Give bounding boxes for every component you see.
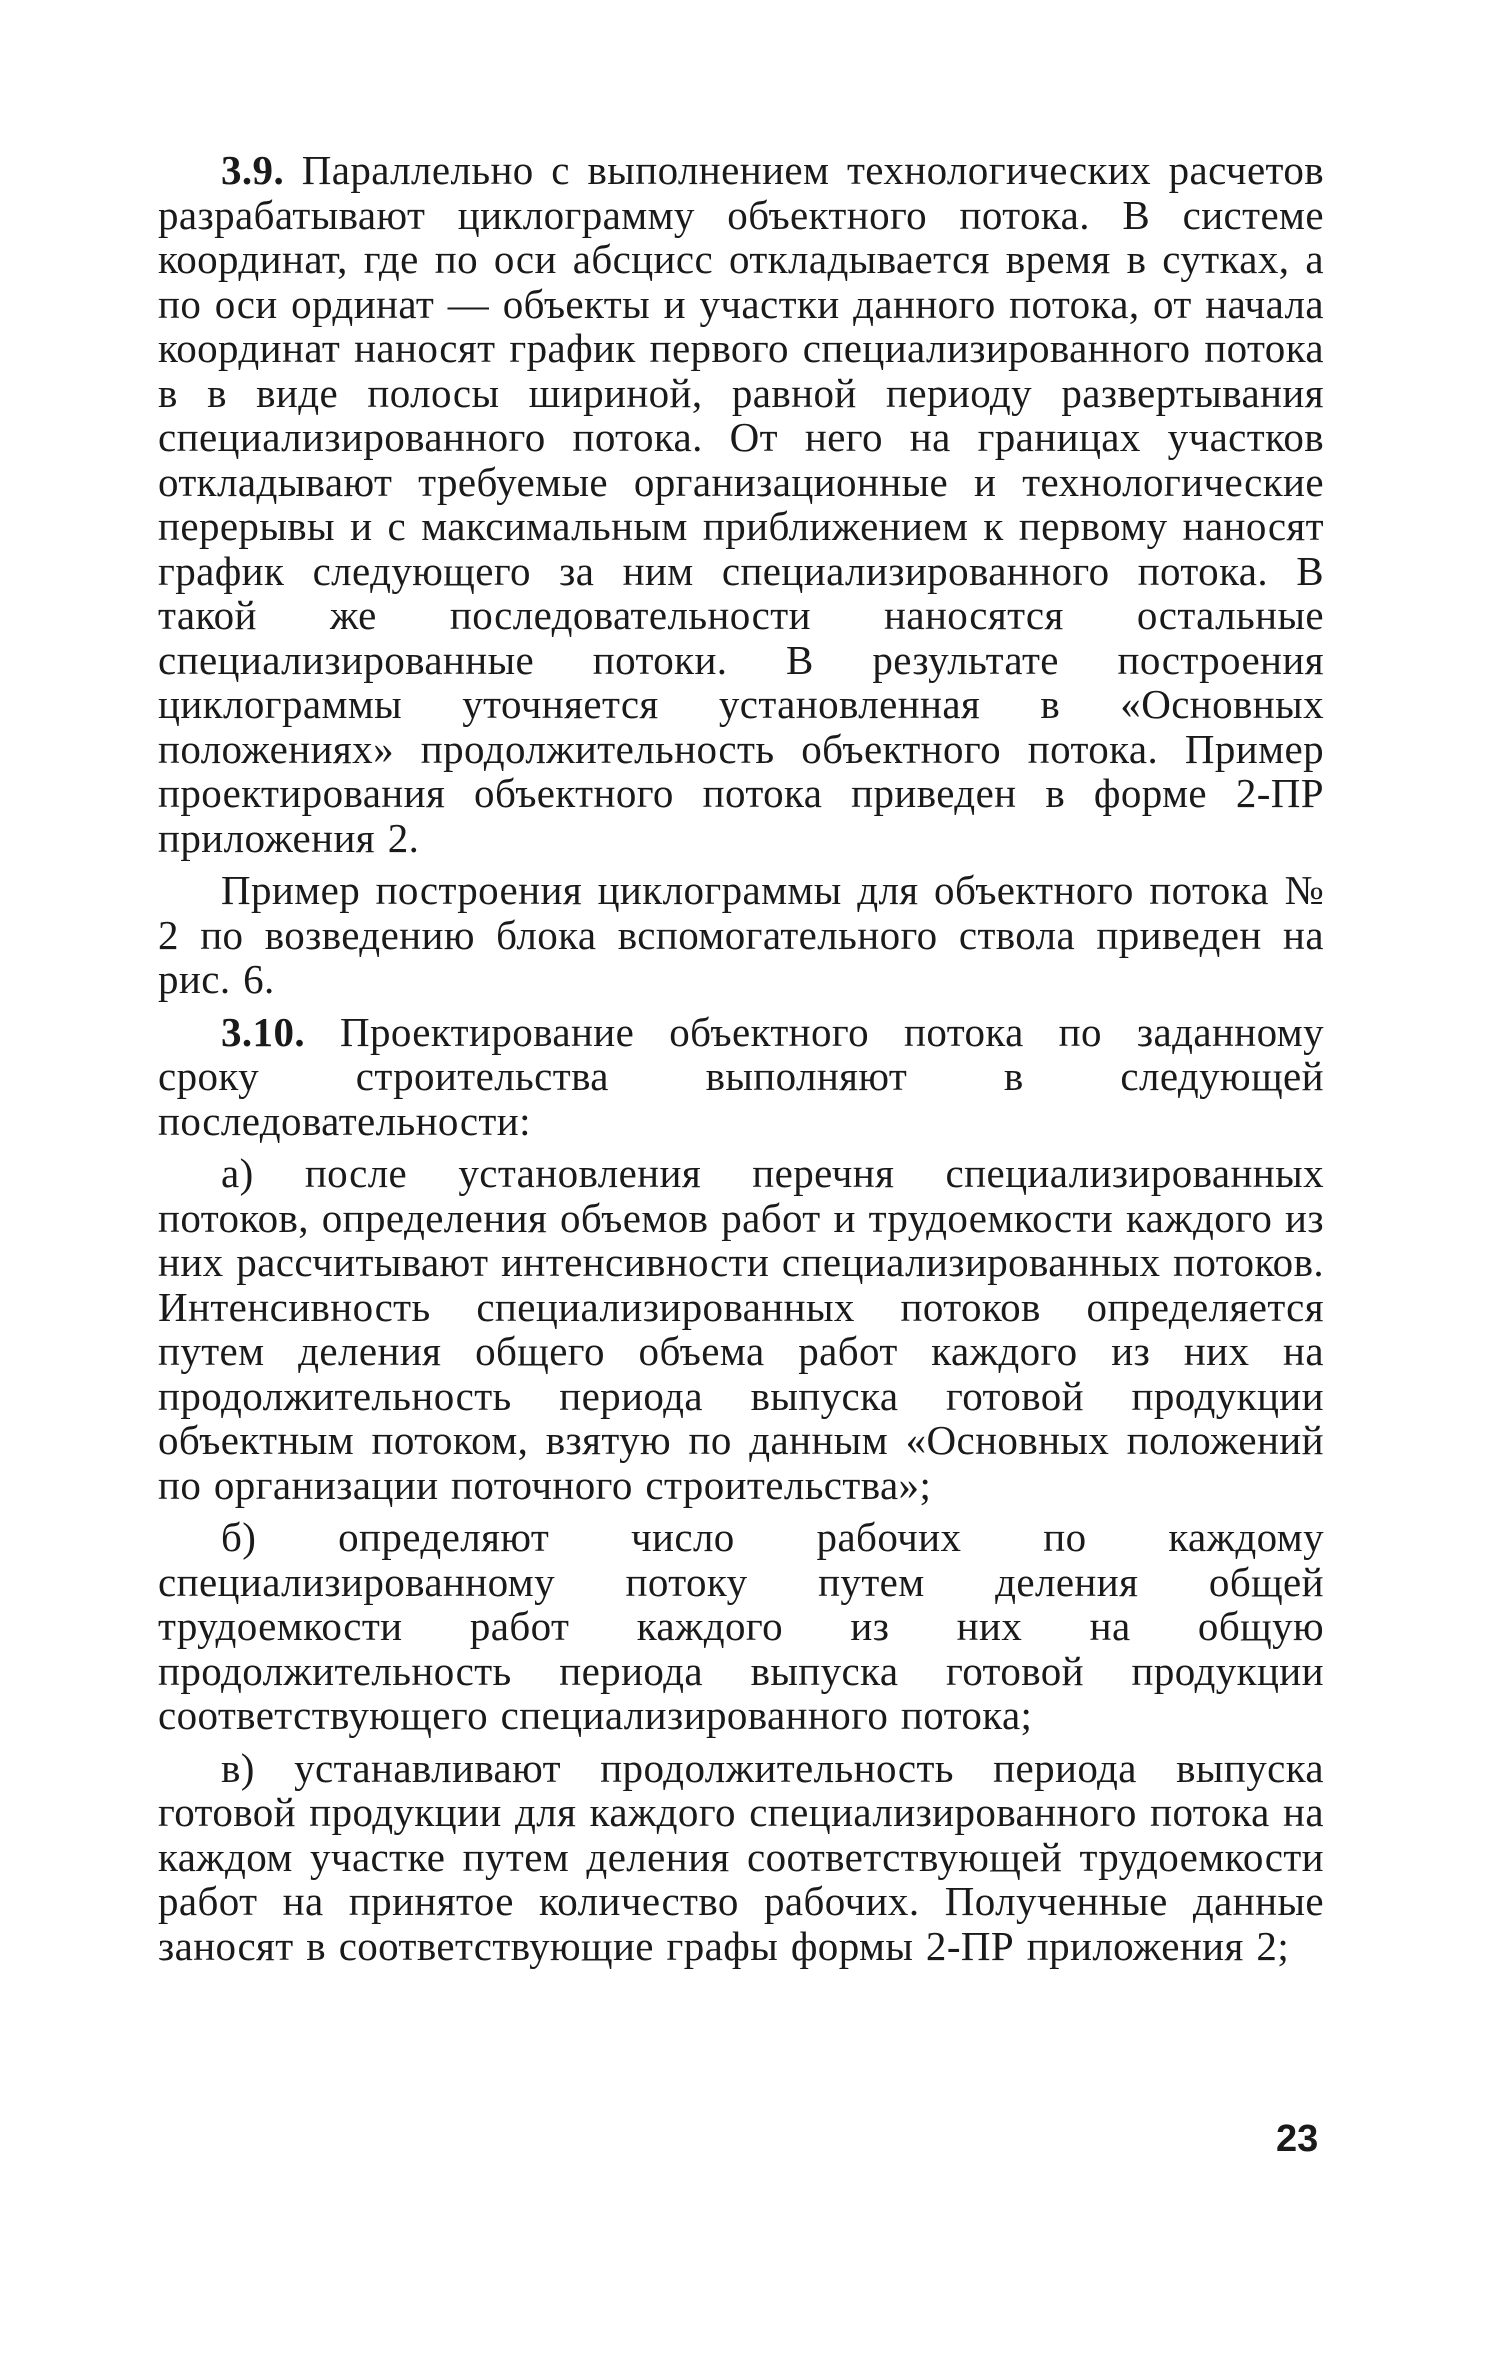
- list-item-a: [158, 1151, 1324, 1507]
- paragraph-text: а) после установления перечня специализированных потоков, определения объемов работ и трудоемкости каждого из них рассчитывают интенсивности специализированных потоков. Интенсивность специализированных потоков определяется путем деления общего объема работ каждого из них на продолжительность периода выпуска готовой продукции объектным потоком, взятую по данным «Основных положений по организации поточного строительства»;: [158, 1150, 1324, 1508]
- paragraph-text: Параллельно с выполнением технологических расчетов разрабатывают циклограмму объектного потока. В системе координат, где по оси абсцисс откладывается время в сутках, а по оси ординат — объекты и участки данного потока, от начала координат наносят график первого специализированного потока в в виде полосы шириной, равной периоду развертывания специализированного потока. От него на границах участков откладывают требуемые организационные и технологические перерывы и с максимальным приближением к первому наносят график следующего за ним специализированного потока. В такой же последовательности наносятся остальные специализированные потоки. В результате построения циклограммы уточняется установленная в «Основных положениях» продолжительность объектного потока. Пример проектирования объектного потока приведен в форме 2-ПР приложения 2.: [158, 147, 1324, 861]
- paragraph-3-9: [158, 148, 1324, 860]
- list-item-b: [158, 1515, 1324, 1738]
- page-body: [158, 148, 1324, 1976]
- section-number: 3.10.: [221, 1008, 305, 1055]
- page-number: 23: [1276, 2118, 1319, 2160]
- paragraph-text: б) определяют число рабочих по каждому специализированному потоку путем деления общей трудоемкости работ каждого из них на общую продолжительность периода выпуска готовой продукции соответствующего специализированного потока;: [158, 1514, 1324, 1738]
- list-item-v: [158, 1746, 1324, 1969]
- paragraph-text: Пример построения циклограммы для объектного потока № 2 по возведению блока вспомогательного ствола приведен на рис. 6.: [158, 867, 1324, 1002]
- section-number: 3.9.: [221, 147, 285, 193]
- paragraph-text: в) устанавливают продолжительность периода выпуска готовой продукции для каждого специализированного потока на каждом участке путем деления соответствующей трудоемкости работ на принятое количество рабочих. Полученные данные заносят в соответствующие графы формы 2-ПР приложения 2;: [158, 1744, 1324, 1969]
- paragraph-text: Проектирование объектного потока по заданному сроку строительства выполняют в следующей последовательности:: [158, 1008, 1324, 1144]
- paragraph-cyclogram-example: [158, 868, 1324, 1002]
- paragraph-3-10: [158, 1010, 1324, 1144]
